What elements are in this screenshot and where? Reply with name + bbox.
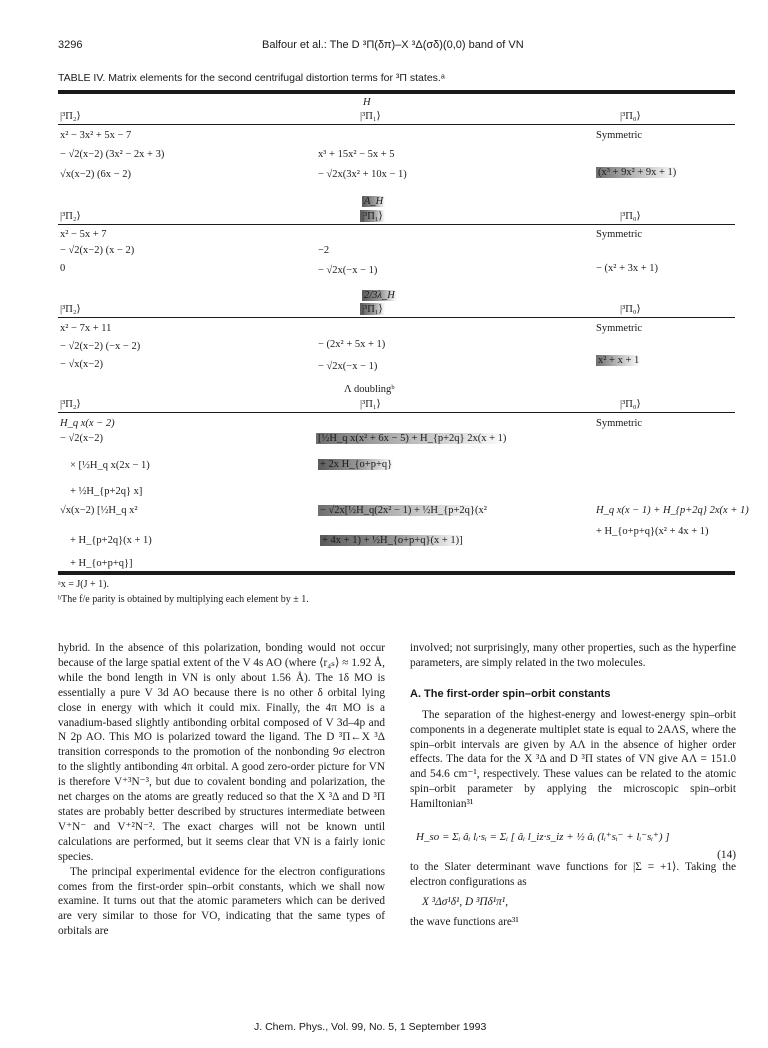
table-cell: + H_{p+2q}(x + 1)	[70, 535, 152, 546]
table-rule	[58, 412, 735, 413]
section-title: A. The first-order spin–orbit constants	[410, 687, 611, 700]
body-paragraph: to the Slater determinant wave functions for |Σ = +1⟩. Taking the electron configurations as	[410, 861, 736, 888]
table-cell: − √2(x−2)	[60, 433, 103, 444]
table-top-rule	[58, 90, 735, 94]
table-footnote-a: ᵃx = J(J + 1).	[58, 579, 109, 590]
page-number: 3296	[58, 39, 83, 51]
table-bottom-rule	[58, 571, 735, 575]
table-cell: + H_{o+p+q}]	[70, 558, 133, 569]
table-cell: Symmetric	[596, 323, 643, 334]
table-cell: Symmetric	[596, 130, 643, 141]
col-header: |³Π₀⟩	[620, 211, 641, 222]
col-header: |³Π₀⟩	[620, 111, 641, 122]
table-rule	[58, 224, 735, 225]
left-column	[58, 641, 385, 939]
table-cell: + H_{o+p+q}(x² + 4x + 1)	[596, 526, 709, 537]
table-cell: √x(x−2) (6x − 2)	[60, 169, 131, 180]
body-paragraph: hybrid. In the absence of this polarization, bonding would not occur because of the large spatial extent of the V 4s AO (where ⟨r₄ₛ⟩ ≈ 1.92 Å, while the bond length in VN is only about 1.56 Å). The 1δ MO is essentially a pure V 3d AO because there is no other δ orbital lying close in energy with which it could mix. Finally, the 4π MO is a vanadium-based slightly antibonding orbital composed of V 3d–4p and N 2p AO. This MO is polarized toward the ligand. The D ³Π←X ³Δ transition corresponds to the promotion of the nonbonding 9σ electron to the slightly antibonding 4π orbital. A good zero-order picture for VN is therefore V⁺³N⁻³, but due to covalent bonding and polarization, the net charges on the atoms are greatly reduced so that the X ³Δ and D ³Π states are probably better described by structures intermediate between V⁺N⁻ and V⁺²N⁻². The exact charges will not be known until calculations are performed, but it seems clear that VN is a fairly ionic species.	[58, 642, 385, 863]
table-cell: −2	[318, 245, 330, 256]
table-rule	[58, 317, 735, 318]
col-header: |³Π₁⟩	[362, 304, 383, 315]
table-cell: − √2(x−2) (3x² − 2x + 3)	[60, 149, 165, 160]
table-cell: − √x(x−2)	[60, 359, 103, 370]
table-cell: H_q x(x − 2)	[60, 418, 115, 429]
block-label-lambda-doubling: Λ doublingᵇ	[344, 384, 395, 395]
col-header: |³Π₀⟩	[620, 304, 641, 315]
journal-footer: J. Chem. Phys., Vol. 99, No. 5, 1 September 1993	[254, 1021, 487, 1033]
table-cell: − √2x(3x² + 10x − 1)	[318, 169, 407, 180]
table-cell: x² − 3x² + 5x − 7	[60, 130, 132, 141]
table-cell: 0	[60, 263, 66, 274]
body-paragraph: the wave functions are³¹	[410, 915, 519, 928]
table-cell: − √2x(−x − 1)	[318, 265, 378, 276]
equation-number: (14)	[717, 849, 736, 862]
table-cell: [½H_q x(x² + 6x − 5) + H_{p+2q} 2x(x + 1)	[318, 433, 507, 444]
col-header: |³Π₂⟩	[60, 304, 81, 315]
equation-body: H_so = Σᵢ âᵢ lᵢ·sᵢ = Σᵢ [ âᵢ l_iz·s_iz + ½ âᵢ (lᵢ⁺sᵢ⁻ + lᵢ⁻sᵢ⁺) ]	[416, 831, 670, 844]
config-line: X ³Δσ¹δ¹, D ³Πδ¹π¹,	[422, 895, 509, 908]
block-label-ah: A_H	[364, 196, 384, 207]
block-label-h: H	[363, 97, 371, 108]
table-cell: + 4x + 1) + ½H_{o+p+q}(x + 1)]	[322, 535, 463, 546]
running-title: Balfour et al.: The D ³Π(δπ)–X ³Δ(σδ)(0,0) band of VN	[262, 39, 524, 51]
body-paragraph: The principal experimental evidence for the electron configurations comes from the first-order spin–orbit constants, which we shall now examine. It turns out that the atomic parameters which can be derived are very similar to those for VO, indicating that the same types of orbitals are	[58, 865, 385, 938]
equation-14	[410, 820, 736, 860]
table-cell: − √2(x−2) (−x − 2)	[60, 341, 141, 352]
table-cell: − (2x² + 5x + 1)	[318, 339, 386, 350]
col-header: |³Π₂⟩	[60, 211, 81, 222]
table-caption: TABLE IV. Matrix elements for the second centrifugal distortion terms for ³Π states.ᵃ	[58, 72, 445, 84]
table-cell: x² − 7x + 11	[60, 323, 112, 334]
body-paragraph: involved; not surprisingly, many other properties, such as the hyperfine parameters, are simply related in the two molecules.	[410, 642, 736, 669]
col-header: |³Π₂⟩	[60, 111, 81, 122]
table-cell: − (x² + 3x + 1)	[596, 263, 659, 274]
table-cell: x² + x + 1	[598, 355, 640, 366]
table-cell: + ½H_{p+2q} x]	[70, 486, 143, 497]
table-cell: x² − 5x + 7	[60, 229, 107, 240]
col-header: |³Π₂⟩	[60, 399, 81, 410]
table-cell: − √2x(−x − 1)	[318, 361, 378, 372]
table-cell: Symmetric	[596, 418, 643, 429]
table-cell: − √2(x−2) (x − 2)	[60, 245, 135, 256]
table-cell: (x³ + 9x² + 9x + 1)	[598, 167, 677, 178]
right-column	[410, 641, 736, 930]
table-cell: x³ + 15x² − 5x + 5	[318, 149, 395, 160]
table-cell: H_q x(x − 1) + H_{p+2q} 2x(x + 1)	[596, 505, 749, 516]
table-cell: + 2x H_{o+p+q}	[320, 459, 393, 470]
col-header: |³Π₁⟩	[360, 399, 381, 410]
col-header: |³Π₁⟩	[362, 211, 383, 222]
col-header: |³Π₀⟩	[620, 399, 641, 410]
table-footnote-b: ᵇThe f/e parity is obtained by multiplying each element by ± 1.	[58, 594, 309, 605]
table-cell: − √2x[½H_q(2x² − 1) + ½H_{p+2q}(x²	[320, 505, 487, 516]
col-header: |³Π₁⟩	[360, 111, 381, 122]
body-paragraph: The separation of the highest-energy and lowest-energy spin–orbit components in a degenerate multiplet state is equal to 2AΛS, where the spin–orbit intervals are given by AΛ in the absence of higher order effects. The data for the X ³Δ and D ³Π states of VN give AΛ = 151.0 and 54.6 cm⁻¹, respectively. These values can be related to the atomic spin–orbit parameter by applying the microscopic spin–orbit Hamiltonian³¹	[410, 708, 736, 811]
table-cell: × [½H_q x(2x − 1)	[70, 460, 150, 471]
block-label-lambda-h: 2/3λ_H	[364, 290, 395, 301]
table-cell: Symmetric	[596, 229, 643, 240]
table-cell: √x(x−2) [½H_q x²	[60, 505, 138, 516]
table-rule	[58, 124, 735, 125]
